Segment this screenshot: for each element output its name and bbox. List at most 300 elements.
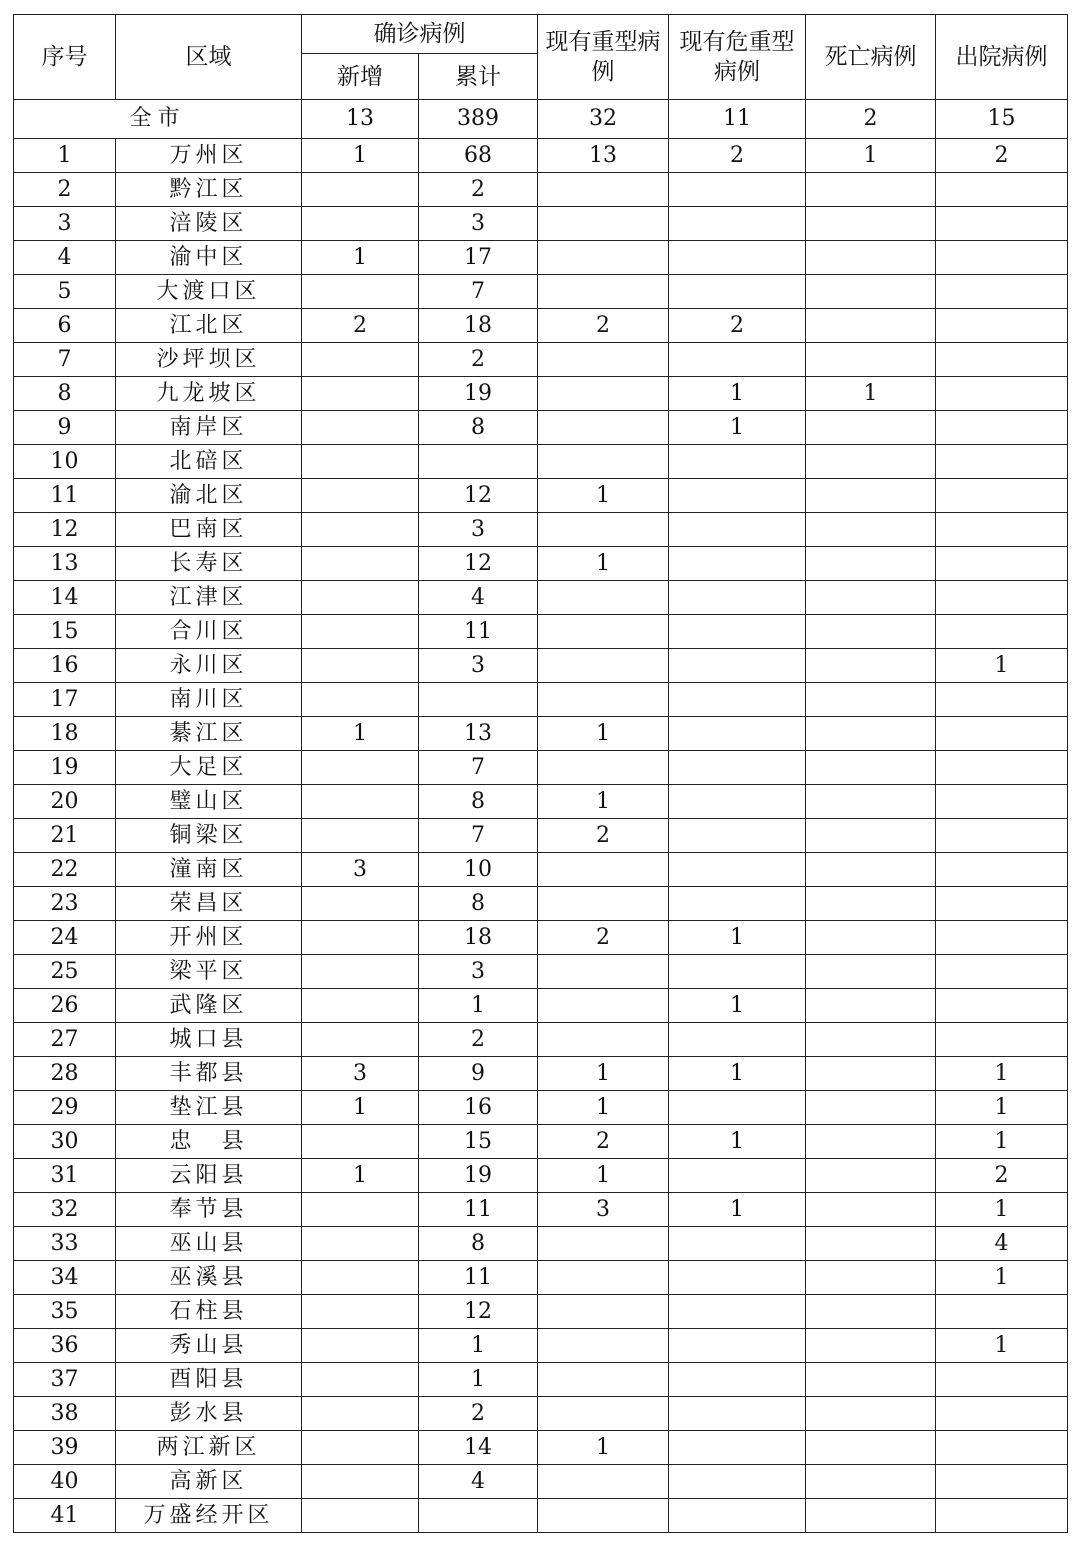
- cell-region: 荣昌区: [116, 887, 302, 921]
- cell-severe: [538, 649, 669, 683]
- cell-region: 涪陵区: [116, 207, 302, 241]
- cell-severe: [538, 241, 669, 275]
- cell-severe: [538, 173, 669, 207]
- cell-seq: 24: [14, 921, 116, 955]
- cell-discharged: [936, 1363, 1068, 1397]
- cell-region: 合川区: [116, 615, 302, 649]
- cell-new: [302, 1363, 419, 1397]
- cell-region: 两江新区: [116, 1431, 302, 1465]
- cell-discharged: 2: [936, 1159, 1068, 1193]
- cell-new: [302, 377, 419, 411]
- header-discharged: 出院病例: [936, 15, 1068, 100]
- cell-discharged: [936, 955, 1068, 989]
- cell-region: 南川区: [116, 683, 302, 717]
- cell-new: [302, 411, 419, 445]
- cell-cumulative: 1: [419, 1363, 538, 1397]
- cell-new: 1: [302, 139, 419, 173]
- cell-severe: 2: [538, 819, 669, 853]
- cell-deaths: [806, 717, 936, 751]
- cell-region: 奉节县: [116, 1193, 302, 1227]
- cell-critical: 1: [669, 1193, 806, 1227]
- cell-cumulative: 9: [419, 1057, 538, 1091]
- cell-deaths: [806, 1261, 936, 1295]
- cell-severe: 2: [538, 309, 669, 343]
- cell-deaths: [806, 819, 936, 853]
- table-row: [14, 445, 1068, 479]
- cell-discharged: [936, 819, 1068, 853]
- table-row: [14, 581, 1068, 615]
- cell-critical: [669, 1091, 806, 1125]
- cell-seq: 39: [14, 1431, 116, 1465]
- cell-severe: [538, 1329, 669, 1363]
- header-deaths: 死亡病例: [806, 15, 936, 100]
- cell-critical: [669, 241, 806, 275]
- cell-new: [302, 1295, 419, 1329]
- cell-new: [302, 683, 419, 717]
- cell-discharged: [936, 1295, 1068, 1329]
- cell-critical: [669, 955, 806, 989]
- cell-new: [302, 1193, 419, 1227]
- cell-deaths: [806, 581, 936, 615]
- cell-severe: 1: [538, 1091, 669, 1125]
- cell-cumulative: 4: [419, 581, 538, 615]
- cell-cumulative: [419, 1499, 538, 1533]
- cell-severe: [538, 1397, 669, 1431]
- table-row: [14, 309, 1068, 343]
- cell-region: 万盛经开区: [116, 1499, 302, 1533]
- cell-cumulative: 16: [419, 1091, 538, 1125]
- cell-severe: [538, 1295, 669, 1329]
- cell-severe: 1: [538, 479, 669, 513]
- cell-discharged: 1: [936, 649, 1068, 683]
- table-row: [14, 1023, 1068, 1057]
- cell-critical: 2: [669, 309, 806, 343]
- cell-region: 万州区: [116, 139, 302, 173]
- cell-region: 武隆区: [116, 989, 302, 1023]
- cell-discharged: [936, 1397, 1068, 1431]
- cell-cumulative: 13: [419, 717, 538, 751]
- cell-region: 梁平区: [116, 955, 302, 989]
- header-region: 区域: [116, 15, 302, 100]
- cell-new: [302, 1261, 419, 1295]
- table-row: [14, 1057, 1068, 1091]
- cell-discharged: [936, 887, 1068, 921]
- cell-severe: 2: [538, 1125, 669, 1159]
- cell-seq: 3: [14, 207, 116, 241]
- cell-region: 江北区: [116, 309, 302, 343]
- cell-critical: [669, 1499, 806, 1533]
- cell-critical: [669, 1329, 806, 1363]
- cell-deaths: [806, 479, 936, 513]
- cell-deaths: [806, 989, 936, 1023]
- cell-discharged: [936, 717, 1068, 751]
- cell-region: 巴南区: [116, 513, 302, 547]
- cell-cumulative: 19: [419, 377, 538, 411]
- cell-new: [302, 547, 419, 581]
- cell-severe: 3: [538, 1193, 669, 1227]
- cell-discharged: [936, 921, 1068, 955]
- table-row: [14, 785, 1068, 819]
- cell-discharged: [936, 173, 1068, 207]
- cell-critical: [669, 649, 806, 683]
- cell-region: 巫山县: [116, 1227, 302, 1261]
- total-discharged: 15: [936, 100, 1068, 139]
- table-row: [14, 241, 1068, 275]
- table-row: [14, 887, 1068, 921]
- cell-new: [302, 921, 419, 955]
- cell-seq: 41: [14, 1499, 116, 1533]
- cell-region: 渝北区: [116, 479, 302, 513]
- cell-new: [302, 615, 419, 649]
- cell-seq: 17: [14, 683, 116, 717]
- cell-deaths: [806, 1465, 936, 1499]
- cell-critical: 1: [669, 1125, 806, 1159]
- cell-seq: 35: [14, 1295, 116, 1329]
- cell-cumulative: 7: [419, 275, 538, 309]
- table-row: [14, 989, 1068, 1023]
- cell-critical: [669, 343, 806, 377]
- cell-seq: 38: [14, 1397, 116, 1431]
- cell-cumulative: [419, 683, 538, 717]
- cell-seq: 34: [14, 1261, 116, 1295]
- cell-region: 巫溪县: [116, 1261, 302, 1295]
- cell-critical: [669, 785, 806, 819]
- table-row: [14, 1329, 1068, 1363]
- cell-discharged: [936, 1465, 1068, 1499]
- cell-deaths: [806, 615, 936, 649]
- cell-critical: [669, 819, 806, 853]
- cell-new: [302, 751, 419, 785]
- cell-severe: 13: [538, 139, 669, 173]
- cell-region: 垫江县: [116, 1091, 302, 1125]
- cell-critical: [669, 479, 806, 513]
- cell-new: [302, 785, 419, 819]
- table-row: [14, 1091, 1068, 1125]
- cell-critical: [669, 853, 806, 887]
- cell-discharged: [936, 343, 1068, 377]
- cell-new: 1: [302, 717, 419, 751]
- cell-seq: 14: [14, 581, 116, 615]
- cell-critical: [669, 275, 806, 309]
- cell-region: 开州区: [116, 921, 302, 955]
- cell-region: 綦江区: [116, 717, 302, 751]
- cell-cumulative: 12: [419, 479, 538, 513]
- cell-deaths: [806, 513, 936, 547]
- cell-new: [302, 479, 419, 513]
- total-deaths: 2: [806, 100, 936, 139]
- cell-seq: 23: [14, 887, 116, 921]
- cell-cumulative: 11: [419, 1193, 538, 1227]
- cell-region: 大足区: [116, 751, 302, 785]
- cell-discharged: 2: [936, 139, 1068, 173]
- cell-region: 秀山县: [116, 1329, 302, 1363]
- table-row: [14, 377, 1068, 411]
- cell-seq: 32: [14, 1193, 116, 1227]
- header-critical: 现有危重型病例: [669, 15, 806, 100]
- cell-severe: [538, 615, 669, 649]
- cell-new: [302, 1329, 419, 1363]
- cell-deaths: [806, 1329, 936, 1363]
- cell-seq: 22: [14, 853, 116, 887]
- cell-deaths: [806, 1431, 936, 1465]
- cell-discharged: [936, 751, 1068, 785]
- cell-critical: [669, 1295, 806, 1329]
- cell-severe: [538, 377, 669, 411]
- table-row: [14, 615, 1068, 649]
- cell-seq: 10: [14, 445, 116, 479]
- cell-deaths: [806, 683, 936, 717]
- table-row: [14, 853, 1068, 887]
- cell-critical: [669, 207, 806, 241]
- cell-cumulative: 8: [419, 887, 538, 921]
- cell-discharged: [936, 547, 1068, 581]
- cell-discharged: [936, 853, 1068, 887]
- cell-critical: [669, 1227, 806, 1261]
- table-row: [14, 1363, 1068, 1397]
- cell-seq: 1: [14, 139, 116, 173]
- cell-discharged: 1: [936, 1261, 1068, 1295]
- cell-deaths: [806, 309, 936, 343]
- cell-critical: 2: [669, 139, 806, 173]
- cell-discharged: 1: [936, 1091, 1068, 1125]
- cell-discharged: [936, 309, 1068, 343]
- table-row: [14, 275, 1068, 309]
- cell-region: 永川区: [116, 649, 302, 683]
- cell-new: 2: [302, 309, 419, 343]
- cell-cumulative: 18: [419, 921, 538, 955]
- cell-severe: [538, 275, 669, 309]
- cell-discharged: [936, 615, 1068, 649]
- cell-severe: [538, 1465, 669, 1499]
- table-row: [14, 717, 1068, 751]
- cell-cumulative: 8: [419, 1227, 538, 1261]
- cell-seq: 18: [14, 717, 116, 751]
- table-row: [14, 1465, 1068, 1499]
- header-severe: 现有重型病例: [538, 15, 669, 100]
- cell-deaths: [806, 241, 936, 275]
- cell-deaths: [806, 887, 936, 921]
- cell-seq: 27: [14, 1023, 116, 1057]
- cell-new: 3: [302, 853, 419, 887]
- cell-new: 1: [302, 1159, 419, 1193]
- cell-region: 潼南区: [116, 853, 302, 887]
- table-row: [14, 1125, 1068, 1159]
- cell-cumulative: 17: [419, 241, 538, 275]
- cell-cumulative: 8: [419, 411, 538, 445]
- cell-new: [302, 445, 419, 479]
- cell-critical: [669, 1397, 806, 1431]
- cell-seq: 11: [14, 479, 116, 513]
- cell-severe: 1: [538, 1057, 669, 1091]
- cell-region: 铜梁区: [116, 819, 302, 853]
- table-row: [14, 547, 1068, 581]
- cell-discharged: [936, 241, 1068, 275]
- cell-deaths: [806, 853, 936, 887]
- cell-critical: [669, 887, 806, 921]
- cell-region: 高新区: [116, 1465, 302, 1499]
- cell-new: [302, 173, 419, 207]
- cell-region: 云阳县: [116, 1159, 302, 1193]
- header-confirmed: 确诊病例: [302, 15, 538, 54]
- cell-region: 江津区: [116, 581, 302, 615]
- cell-critical: 1: [669, 411, 806, 445]
- cell-new: [302, 1465, 419, 1499]
- case-report-document: [13, 14, 1068, 1533]
- cell-deaths: [806, 649, 936, 683]
- cell-severe: [538, 343, 669, 377]
- cell-new: [302, 1431, 419, 1465]
- cell-deaths: 1: [806, 377, 936, 411]
- cell-region: 石柱县: [116, 1295, 302, 1329]
- cell-discharged: [936, 683, 1068, 717]
- cell-seq: 31: [14, 1159, 116, 1193]
- cell-deaths: [806, 1193, 936, 1227]
- cell-seq: 15: [14, 615, 116, 649]
- cell-severe: [538, 411, 669, 445]
- cell-cumulative: 7: [419, 751, 538, 785]
- cell-critical: [669, 1431, 806, 1465]
- cell-cumulative: 2: [419, 1397, 538, 1431]
- cell-discharged: 1: [936, 1057, 1068, 1091]
- cell-seq: 21: [14, 819, 116, 853]
- cell-critical: [669, 615, 806, 649]
- total-critical: 11: [669, 100, 806, 139]
- cell-critical: [669, 173, 806, 207]
- cell-deaths: [806, 1159, 936, 1193]
- cell-seq: 9: [14, 411, 116, 445]
- cell-seq: 8: [14, 377, 116, 411]
- cell-discharged: [936, 513, 1068, 547]
- cell-seq: 28: [14, 1057, 116, 1091]
- cell-severe: [538, 751, 669, 785]
- cell-severe: [538, 853, 669, 887]
- table-row: [14, 1193, 1068, 1227]
- cell-cumulative: 1: [419, 989, 538, 1023]
- cell-cumulative: 14: [419, 1431, 538, 1465]
- cell-region: 忠 县: [116, 1125, 302, 1159]
- header-seq: 序号: [14, 15, 116, 100]
- cell-region: 城口县: [116, 1023, 302, 1057]
- cell-new: [302, 343, 419, 377]
- table-row: [14, 479, 1068, 513]
- case-statistics-table: [13, 14, 1068, 1533]
- cell-deaths: [806, 343, 936, 377]
- cell-cumulative: 7: [419, 819, 538, 853]
- cell-cumulative: 3: [419, 207, 538, 241]
- cell-region: 丰都县: [116, 1057, 302, 1091]
- cell-new: [302, 955, 419, 989]
- cell-deaths: [806, 1397, 936, 1431]
- cell-seq: 6: [14, 309, 116, 343]
- cell-deaths: [806, 921, 936, 955]
- cell-cumulative: 68: [419, 139, 538, 173]
- cell-region: 璧山区: [116, 785, 302, 819]
- cell-discharged: 4: [936, 1227, 1068, 1261]
- cell-discharged: [936, 1023, 1068, 1057]
- cell-severe: [538, 683, 669, 717]
- cell-seq: 13: [14, 547, 116, 581]
- table-row: [14, 207, 1068, 241]
- total-new: 13: [302, 100, 419, 139]
- cell-severe: [538, 887, 669, 921]
- cell-new: [302, 1023, 419, 1057]
- cell-severe: [538, 1227, 669, 1261]
- cell-severe: [538, 1023, 669, 1057]
- cell-severe: [538, 1363, 669, 1397]
- cell-seq: 33: [14, 1227, 116, 1261]
- cell-discharged: [936, 1499, 1068, 1533]
- cell-cumulative: 12: [419, 1295, 538, 1329]
- cell-cumulative: 19: [419, 1159, 538, 1193]
- cell-critical: 1: [669, 989, 806, 1023]
- cell-region: 九龙坡区: [116, 377, 302, 411]
- cell-seq: 37: [14, 1363, 116, 1397]
- cell-severe: [538, 513, 669, 547]
- cell-critical: 1: [669, 1057, 806, 1091]
- cell-cumulative: 3: [419, 649, 538, 683]
- cell-severe: [538, 955, 669, 989]
- table-header: [14, 15, 1068, 100]
- cell-region: 沙坪坝区: [116, 343, 302, 377]
- table-row: [14, 1397, 1068, 1431]
- table-body: [14, 100, 1068, 1533]
- cell-severe: [538, 1499, 669, 1533]
- cell-critical: [669, 1023, 806, 1057]
- table-row: [14, 139, 1068, 173]
- cell-deaths: 1: [806, 139, 936, 173]
- total-cumulative: 389: [419, 100, 538, 139]
- cell-new: [302, 819, 419, 853]
- cell-severe: 1: [538, 717, 669, 751]
- cell-cumulative: 3: [419, 513, 538, 547]
- cell-cumulative: 11: [419, 615, 538, 649]
- cell-region: 酉阳县: [116, 1363, 302, 1397]
- cell-cumulative: [419, 445, 538, 479]
- cell-severe: [538, 989, 669, 1023]
- cell-seq: 20: [14, 785, 116, 819]
- table-row: [14, 1159, 1068, 1193]
- cell-deaths: [806, 1125, 936, 1159]
- cell-region: 大渡口区: [116, 275, 302, 309]
- cell-discharged: [936, 479, 1068, 513]
- table-row: [14, 649, 1068, 683]
- cell-severe: [538, 581, 669, 615]
- cell-seq: 29: [14, 1091, 116, 1125]
- cell-region: 北碚区: [116, 445, 302, 479]
- cell-seq: 12: [14, 513, 116, 547]
- total-label: 全市: [14, 100, 302, 139]
- table-row: [14, 343, 1068, 377]
- cell-deaths: [806, 1499, 936, 1533]
- table-row: [14, 819, 1068, 853]
- cell-region: 黔江区: [116, 173, 302, 207]
- cell-cumulative: 4: [419, 1465, 538, 1499]
- cell-deaths: [806, 1227, 936, 1261]
- cell-new: [302, 513, 419, 547]
- cell-severe: [538, 1261, 669, 1295]
- cell-severe: 1: [538, 785, 669, 819]
- cell-deaths: [806, 275, 936, 309]
- cell-seq: 5: [14, 275, 116, 309]
- cell-discharged: [936, 411, 1068, 445]
- cell-severe: 1: [538, 547, 669, 581]
- cell-cumulative: 2: [419, 343, 538, 377]
- cell-discharged: [936, 207, 1068, 241]
- cell-new: 1: [302, 241, 419, 275]
- table-row: [14, 1431, 1068, 1465]
- cell-critical: [669, 513, 806, 547]
- cell-severe: 2: [538, 921, 669, 955]
